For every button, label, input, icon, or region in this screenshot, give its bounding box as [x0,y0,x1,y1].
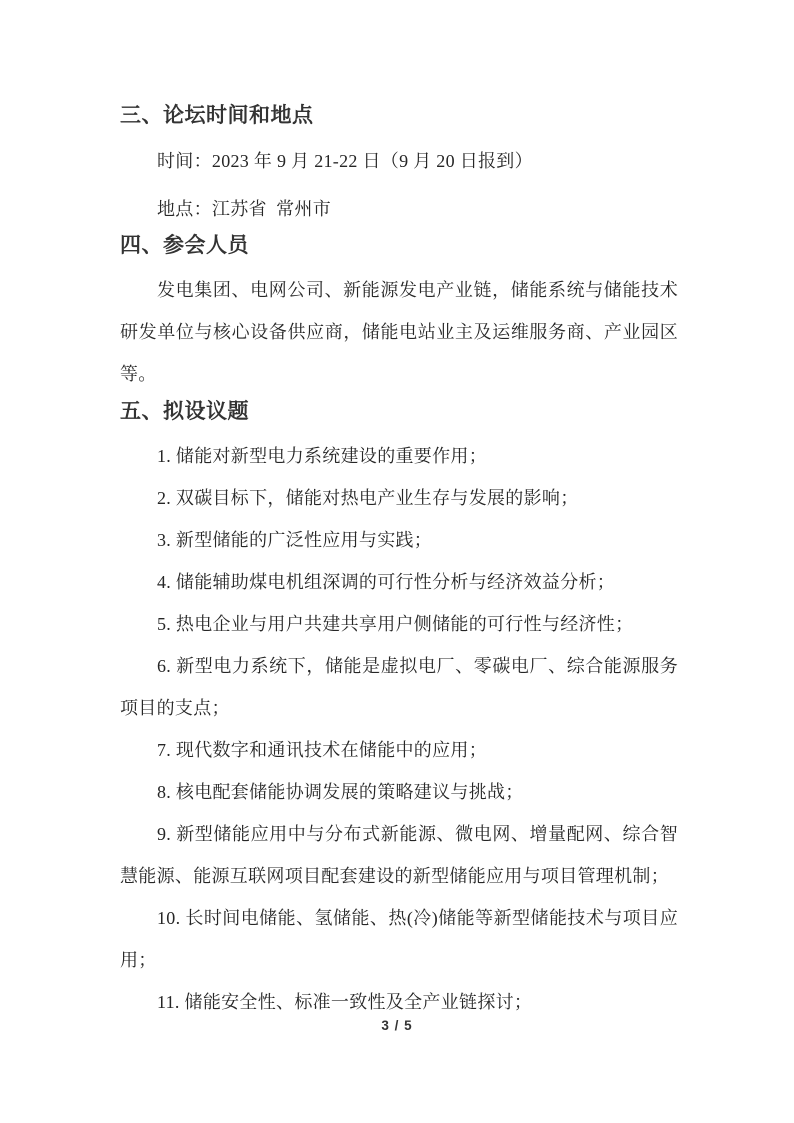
topic-item-7: 7. 现代数字和通讯技术在储能中的应用； [157,740,487,760]
topic-item-11: 11. 储能安全性、标准一致性及全产业链探讨； [157,992,533,1012]
topic-item-10: 10. 长时间电储能、氢储能、热(冷)储能等新型储能技术与项目应用； [120,908,678,970]
page-number: 3 / 5 [381,1018,413,1033]
section-heading-topics: 五、拟设议题 [120,400,249,423]
topic-item-8: 8. 核电配套储能协调发展的策略建议与挑战； [157,782,524,802]
participants-paragraph: 发电集团、电网公司、新能源发电产业链，储能系统与储能技术研发单位与核心设备供应商，储能电站业主及运维服务商、产业园区等。 [120,280,678,384]
topic-item-1: 1. 储能对新型电力系统建设的重要作用； [157,446,487,466]
topics-list [120,435,678,1023]
document-content [120,95,678,1023]
topic-item-5: 5. 热电企业与用户共建共享用户侧储能的可行性与经济性； [157,614,634,634]
section-heading-participants: 四、参会人员 [120,234,249,257]
section-heading-time-location: 三、论坛时间和地点 [120,104,314,127]
forum-location-line: 地点：江苏省 常州市 [157,199,331,219]
topic-item-2: 2. 双碳目标下，储能对热电产业生存与发展的影响； [157,488,579,508]
topic-item-9: 9. 新型储能应用中与分布式新能源、微电网、增量配网、综合智慧能源、能源互联网项目配套建设的新型储能应用与项目管理机制； [120,824,678,886]
topic-item-3: 3. 新型储能的广泛性应用与实践； [157,530,433,550]
topic-item-6: 6. 新型电力系统下，储能是虚拟电厂、零碳电厂、综合能源服务项目的支点； [120,656,678,718]
topic-item-4: 4. 储能辅助煤电机组深调的可行性分析与经济效益分析； [157,572,616,592]
forum-time-line: 时间：2023 年 9 月 21-22 日（9 月 20 日报到） [157,151,533,171]
